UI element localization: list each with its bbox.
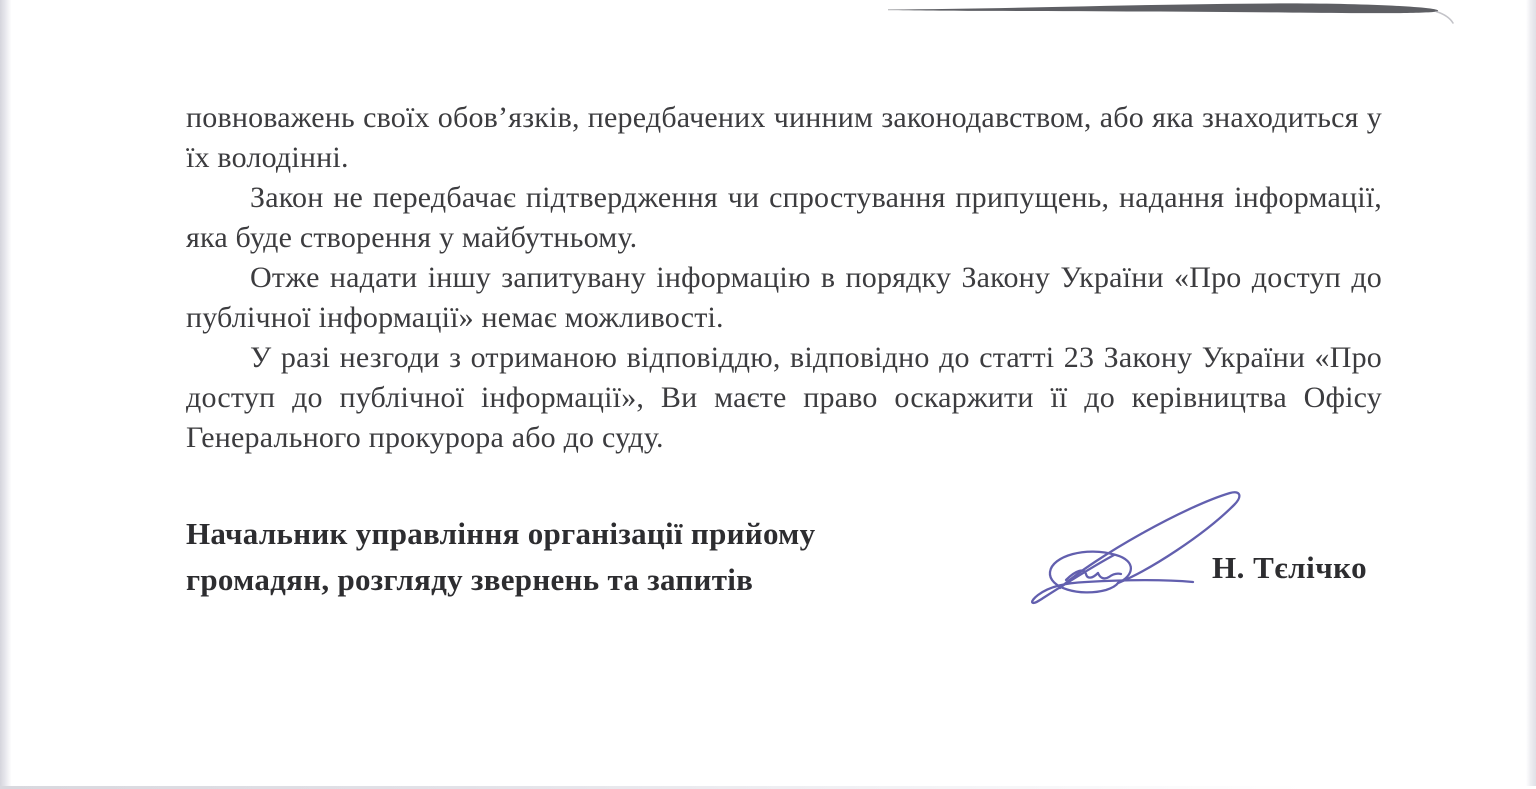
body-paragraph: Закон не передбачає підтвердження чи спростування припущень, надання інформації, яка буде створення у майбутньому. bbox=[186, 181, 1382, 254]
signature-position-title bbox=[186, 511, 946, 603]
letter-body bbox=[186, 98, 1382, 458]
page-edge-left bbox=[0, 0, 11, 789]
page-edge-right bbox=[1526, 0, 1536, 789]
signer-name: Н. Тєлічко bbox=[1212, 550, 1368, 585]
scan-artifact-streak bbox=[880, 0, 1460, 30]
body-paragraph: Отже надати іншу запитувану інформацію в порядку Закону України «Про доступ до публічної інформації» немає можливості. bbox=[186, 261, 1382, 334]
body-paragraph: У разі незгоди з отриманою відповіддю, відповідно до статті 23 Закону України «Про доступ до публічної інформації», Ви маєте право оскаржити її до керівництва Офісу Генерального прокурора або до суду. bbox=[186, 341, 1382, 454]
handwritten-signature-icon bbox=[1018, 484, 1250, 612]
signature-title-line2: громадян, розгляду звернень та запитів bbox=[186, 562, 754, 597]
signature-title-line1: Начальник управління організації прийому bbox=[186, 516, 816, 551]
body-paragraph: повноважень своїх обов’язків, передбачених чинним законодавством, або яка знаходиться у їх володінні. bbox=[186, 101, 1382, 174]
